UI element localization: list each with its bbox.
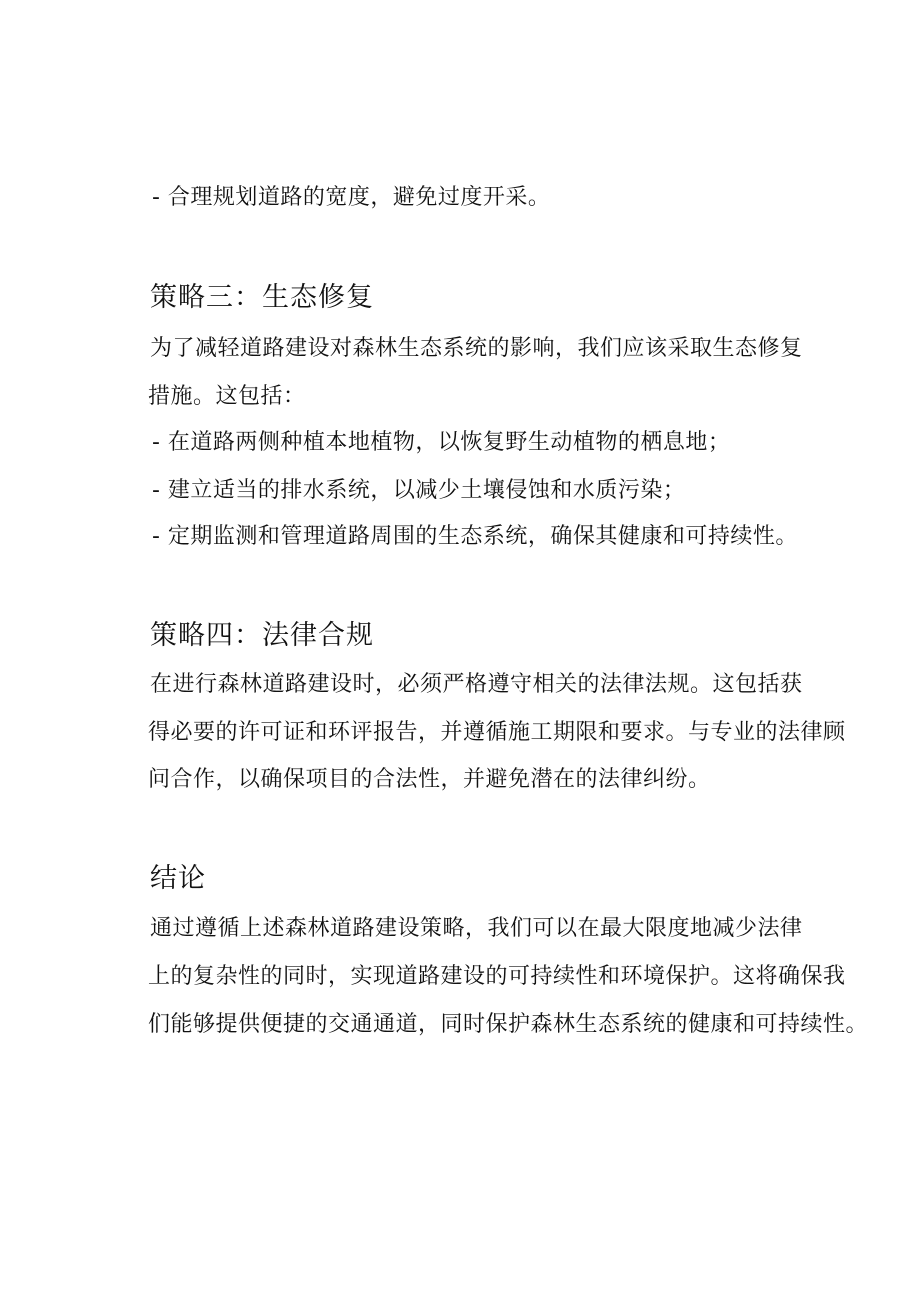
list-item-road-width: - 合理规划道路的宽度，避免过度开采。 [152,185,551,210]
paragraph-line: 们能够提供便捷的交通通道，同时保护森林生态系统的健康和可持续性。 [148,1012,869,1037]
paragraph-line: 在进行森林道路建设时，必须严格遵守相关的法律法规。这包括获 [150,672,803,697]
paragraph-line: 问合作，以确保项目的合法性，并避免潜在的法律纠纷。 [148,767,711,792]
paragraph-line: 措施。这包括： [148,384,306,409]
list-item: - 在道路两侧种植本地植物，以恢复野生动植物的栖息地； [152,430,731,455]
paragraph-line: 为了减轻道路建设对森林生态系统的影响，我们应该采取生态修复 [150,336,803,361]
section-heading-ecological-restoration: 策略三：生态修复 [150,282,374,313]
list-item: - 建立适当的排水系统，以减少土壤侵蚀和水质污染； [152,478,686,503]
paragraph-line: 得必要的许可证和环评报告，并遵循施工期限和要求。与专业的法律顾 [148,720,846,745]
section-heading-legal-compliance: 策略四：法律合规 [150,620,374,651]
paragraph-line: 通过遵循上述森林道路建设策略，我们可以在最大限度地减少法律 [150,916,803,941]
list-item: - 定期监测和管理道路周围的生态系统，确保其健康和可持续性。 [152,524,798,549]
section-heading-conclusion: 结论 [150,863,206,894]
paragraph-line: 上的复杂性的同时，实现道路建设的可持续性和环境保护。这将确保我 [148,964,846,989]
